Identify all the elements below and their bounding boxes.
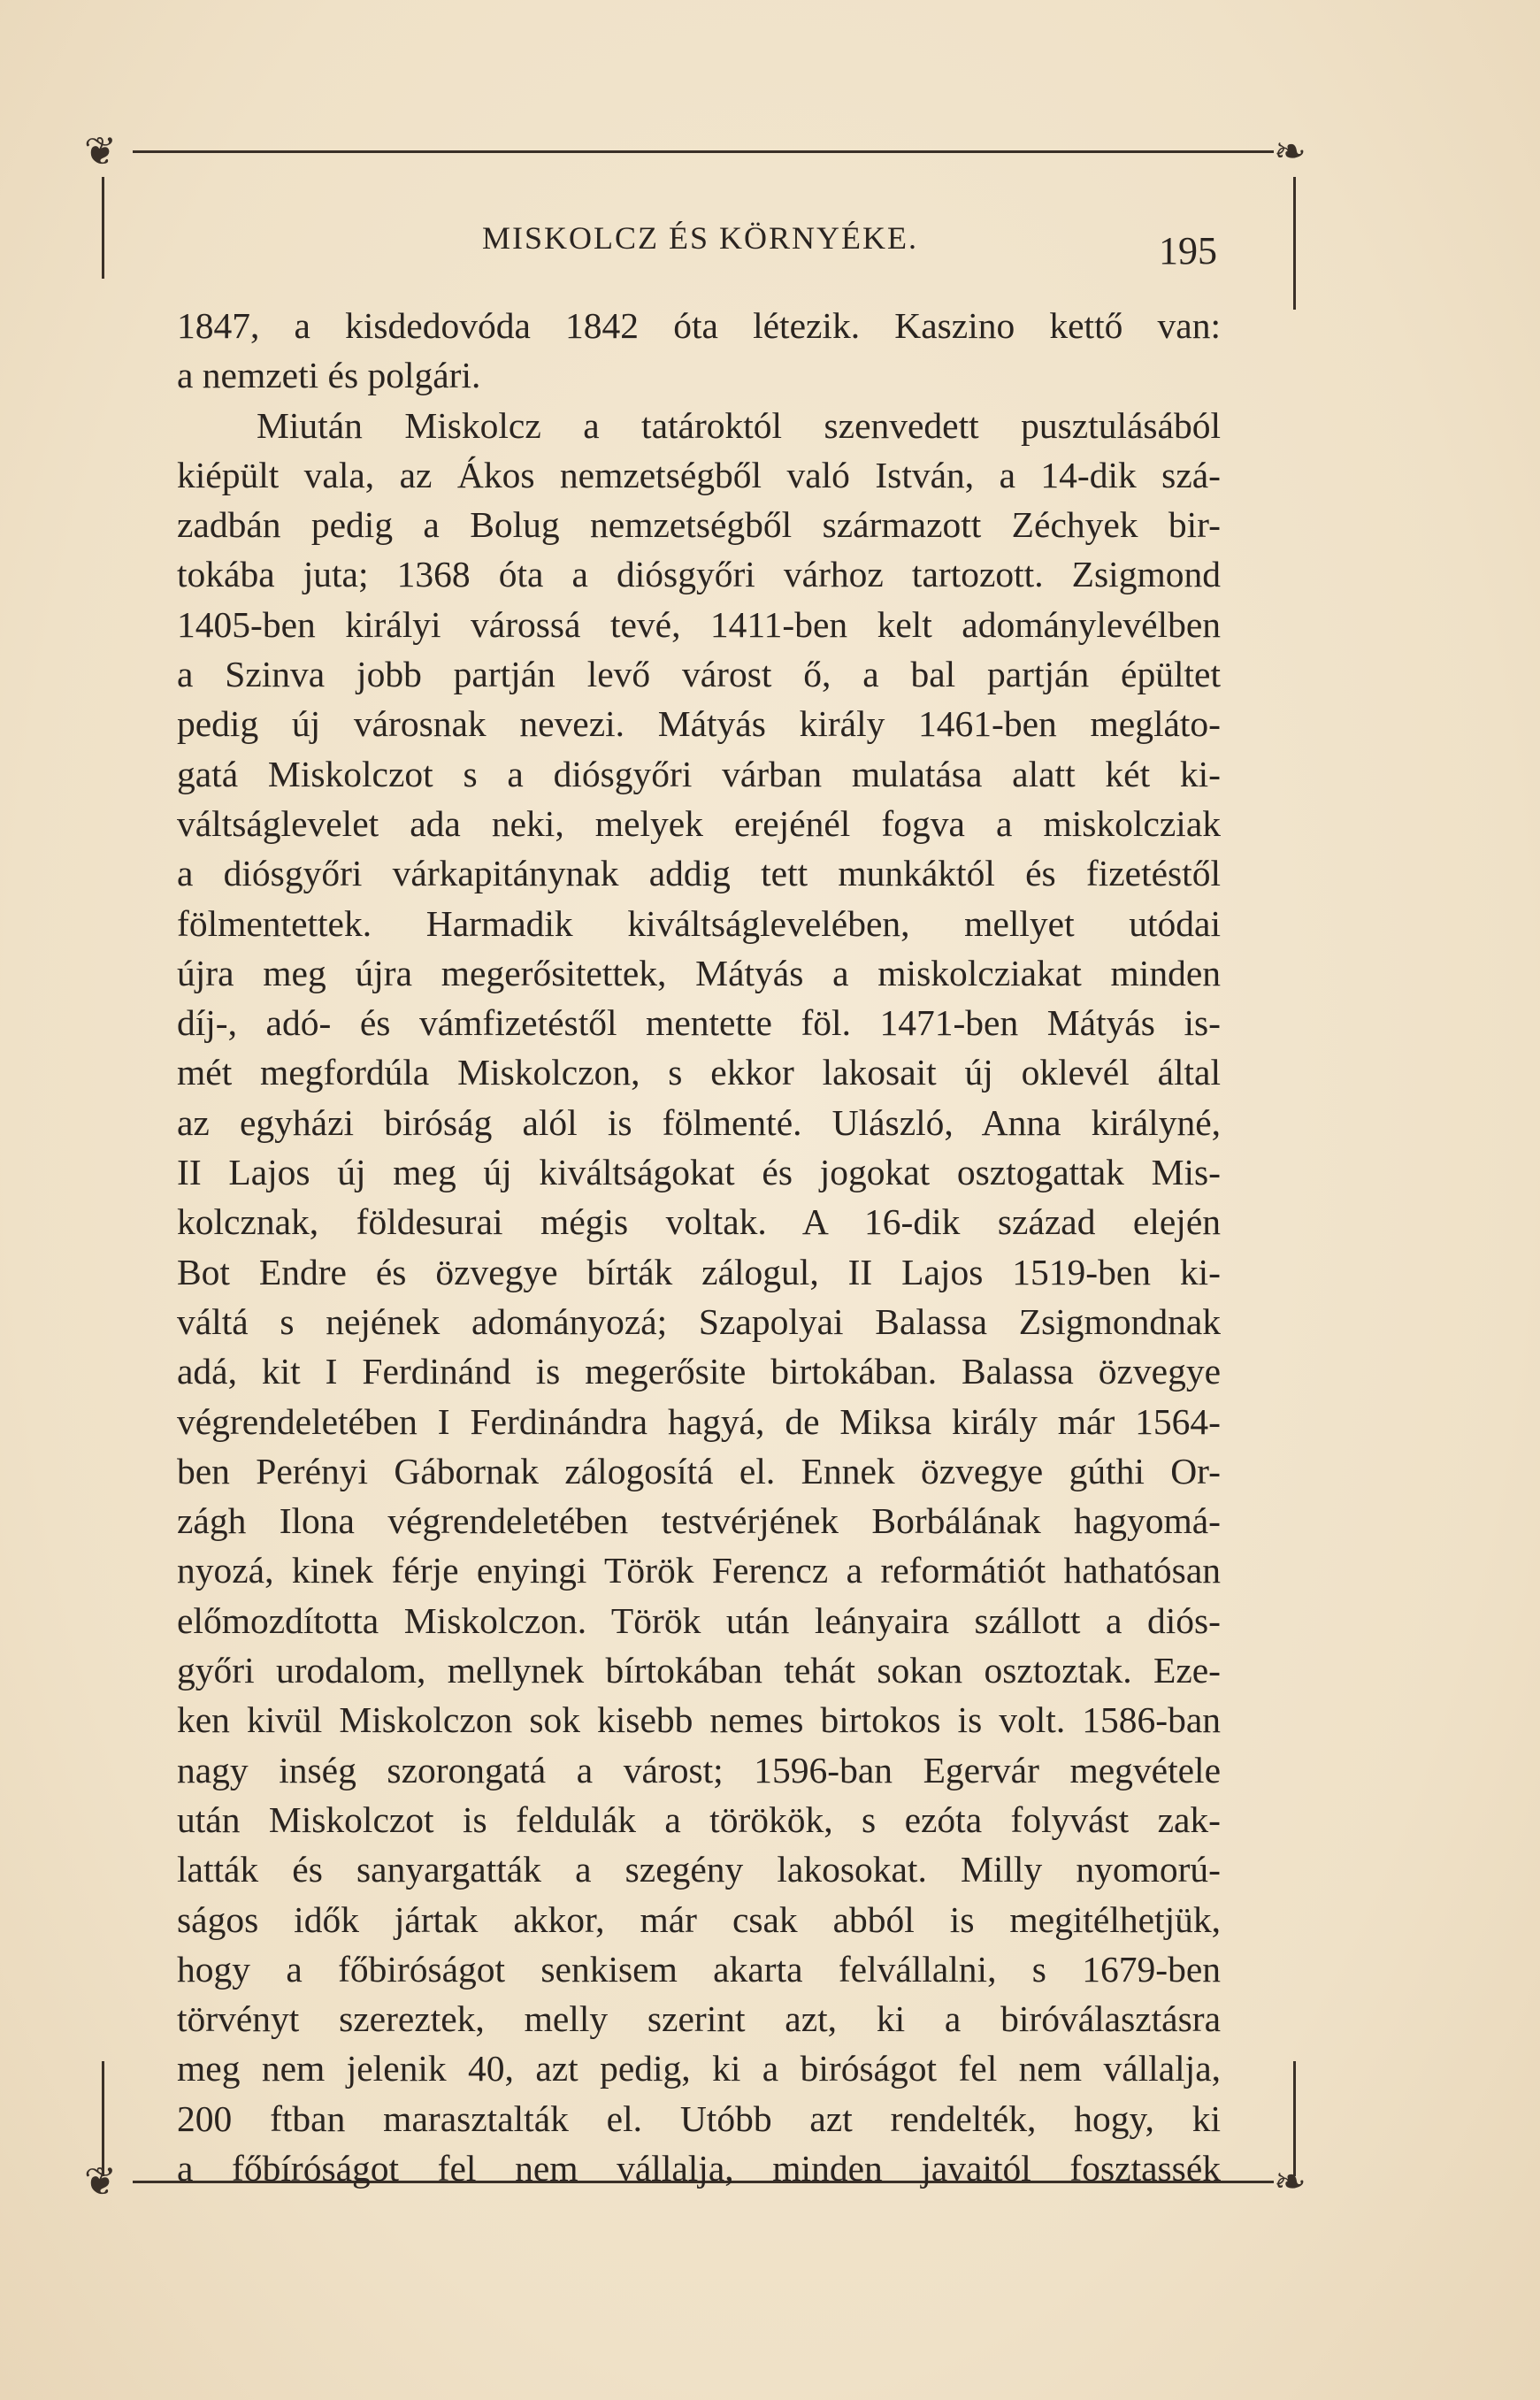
text-line: a diósgyőri várkapitánynak addig tett munkáktól és fizetéstől — [177, 853, 1221, 894]
text-line: a Szinva jobb partján levő várost ő, a bal partján épültet — [177, 654, 1221, 695]
ornament-scroll-icon: ❦ — [84, 129, 117, 174]
text-line: adá, kit I Ferdinánd is megerősite birtokában. Balassa özvegye — [177, 1351, 1221, 1392]
text-line: a főbíróságot fel nem vállalja, minden javaitól fosztassék — [177, 2147, 1221, 2189]
text-line: fölmentettek. Harmadik kiváltságlevelében, mellyet utódai — [177, 902, 1221, 944]
top-rule — [133, 150, 1274, 153]
text-line: nagy inség szorongatá a várost; 1596-ban Egervár megvétele — [177, 1749, 1221, 1790]
text-line: ben Perényi Gábornak zálogosítá el. Ennek özvegye gúthi Or- — [177, 1450, 1221, 1491]
text-line: újra meg újra megerősitettek, Mátyás a miskolcziakat minden — [177, 952, 1221, 993]
text-line: az egyházi biróság alól is fölmenté. Ulászló, Anna királyné, — [177, 1101, 1221, 1143]
text-line: ságos idők jártak akkor, már csak abból is megitélhetjük, — [177, 1898, 1221, 1940]
text-line: meg nem jelenik 40, azt pedig, ki a biróságot fel nem vállalja, — [177, 2048, 1221, 2089]
text-line: pedig új városnak nevezi. Mátyás király 1461-ben megláto- — [177, 703, 1221, 745]
ornament-scroll-icon: ❧ — [1274, 2159, 1306, 2204]
text-line: váltságlevelet ada neki, melyek erejénél fogva a miskolcziak — [177, 802, 1221, 844]
text-line: latták és sanyargatták a szegény lakosokat. Milly nyomorú- — [177, 1849, 1221, 1890]
text-line: előmozdította Miskolczon. Török után leányaira szállott a diós- — [177, 1599, 1221, 1641]
text-line: ken kivül Miskolczon sok kisebb nemes birtokos is volt. 1586-ban — [177, 1699, 1221, 1741]
body-text — [177, 301, 1221, 2193]
text-line: kiépült vala, az Ákos nemzetségből való István, a 14-dik szá- — [177, 454, 1221, 495]
running-title: MISKOLCZ ÉS KÖRNYÉKE. — [482, 220, 919, 256]
text-line: győri urodalom, mellynek bírtokában tehát sokan osztoztak. Eze- — [177, 1650, 1221, 1691]
text-line: zágh Ilona végrendeletében testvérjének Borbálának hagyomá- — [177, 1500, 1221, 1542]
text-line: hogy a főbiróságot senkisem akarta felvállalni, s 1679-ben — [177, 1948, 1221, 1990]
text-line: a nemzeti és polgári. — [177, 355, 481, 396]
text-line: 200 ftban marasztalták el. Utóbb azt rendelték, hogy, ki — [177, 2097, 1221, 2139]
text-line: váltá s nejének adományozá; Szapolyai Balassa Zsigmondnak — [177, 1300, 1221, 1342]
text-line: gatá Miskolczot s a diósgyőri várban mulatása alatt két ki- — [177, 753, 1221, 794]
running-header — [0, 219, 1540, 272]
text-line: tokába juta; 1368 óta a diósgyőri várhoz tartozott. Zsigmond — [177, 554, 1221, 595]
text-line: Miután Miskolcz a tatároktól szenvedett pusztulásából — [257, 404, 1221, 446]
text-line: mét megfordúla Miskolczon, s ekkor lakosait új oklevél által — [177, 1052, 1221, 1093]
text-line: II Lajos új meg új kiváltságokat és jogokat osztogattak Mis- — [177, 1152, 1221, 1193]
text-line: díj-, adó- és vámfizetéstől mentette föl. 1471-ben Mátyás is- — [177, 1002, 1221, 1044]
text-line: nyozá, kinek férje enyingi Török Ferencz a reformátiót hathatósan — [177, 1550, 1221, 1591]
ornament-scroll-icon: ❦ — [84, 2159, 117, 2204]
text-line: törvényt szereztek, melly szerint azt, ki a biróválasztásra — [177, 1998, 1221, 2040]
page-number: 195 — [1159, 229, 1217, 272]
text-line: kolcznak, földesurai mégis voltak. A 16-dik század elején — [177, 1201, 1221, 1243]
text-line: 1405-ben királyi várossá tevé, 1411-ben kelt adománylevélben — [177, 603, 1221, 645]
text-line: után Miskolczot is feldulák a törökök, s ezóta folyvást zak- — [177, 1798, 1221, 1840]
text-line: Bot Endre és özvegye bírták zálogul, II Lajos 1519-ben ki- — [177, 1251, 1221, 1292]
ornament-scroll-icon: ❧ — [1274, 129, 1306, 174]
text-line: végrendeletében I Ferdinándra hagyá, de Miksa király már 1564- — [177, 1400, 1221, 1442]
text-line: 1847, a kisdedovóda 1842 óta létezik. Kaszino kettő van: — [177, 305, 1221, 346]
text-line: zadbán pedig a Bolug nemzetségből származott Zéchyek bir- — [177, 504, 1221, 546]
